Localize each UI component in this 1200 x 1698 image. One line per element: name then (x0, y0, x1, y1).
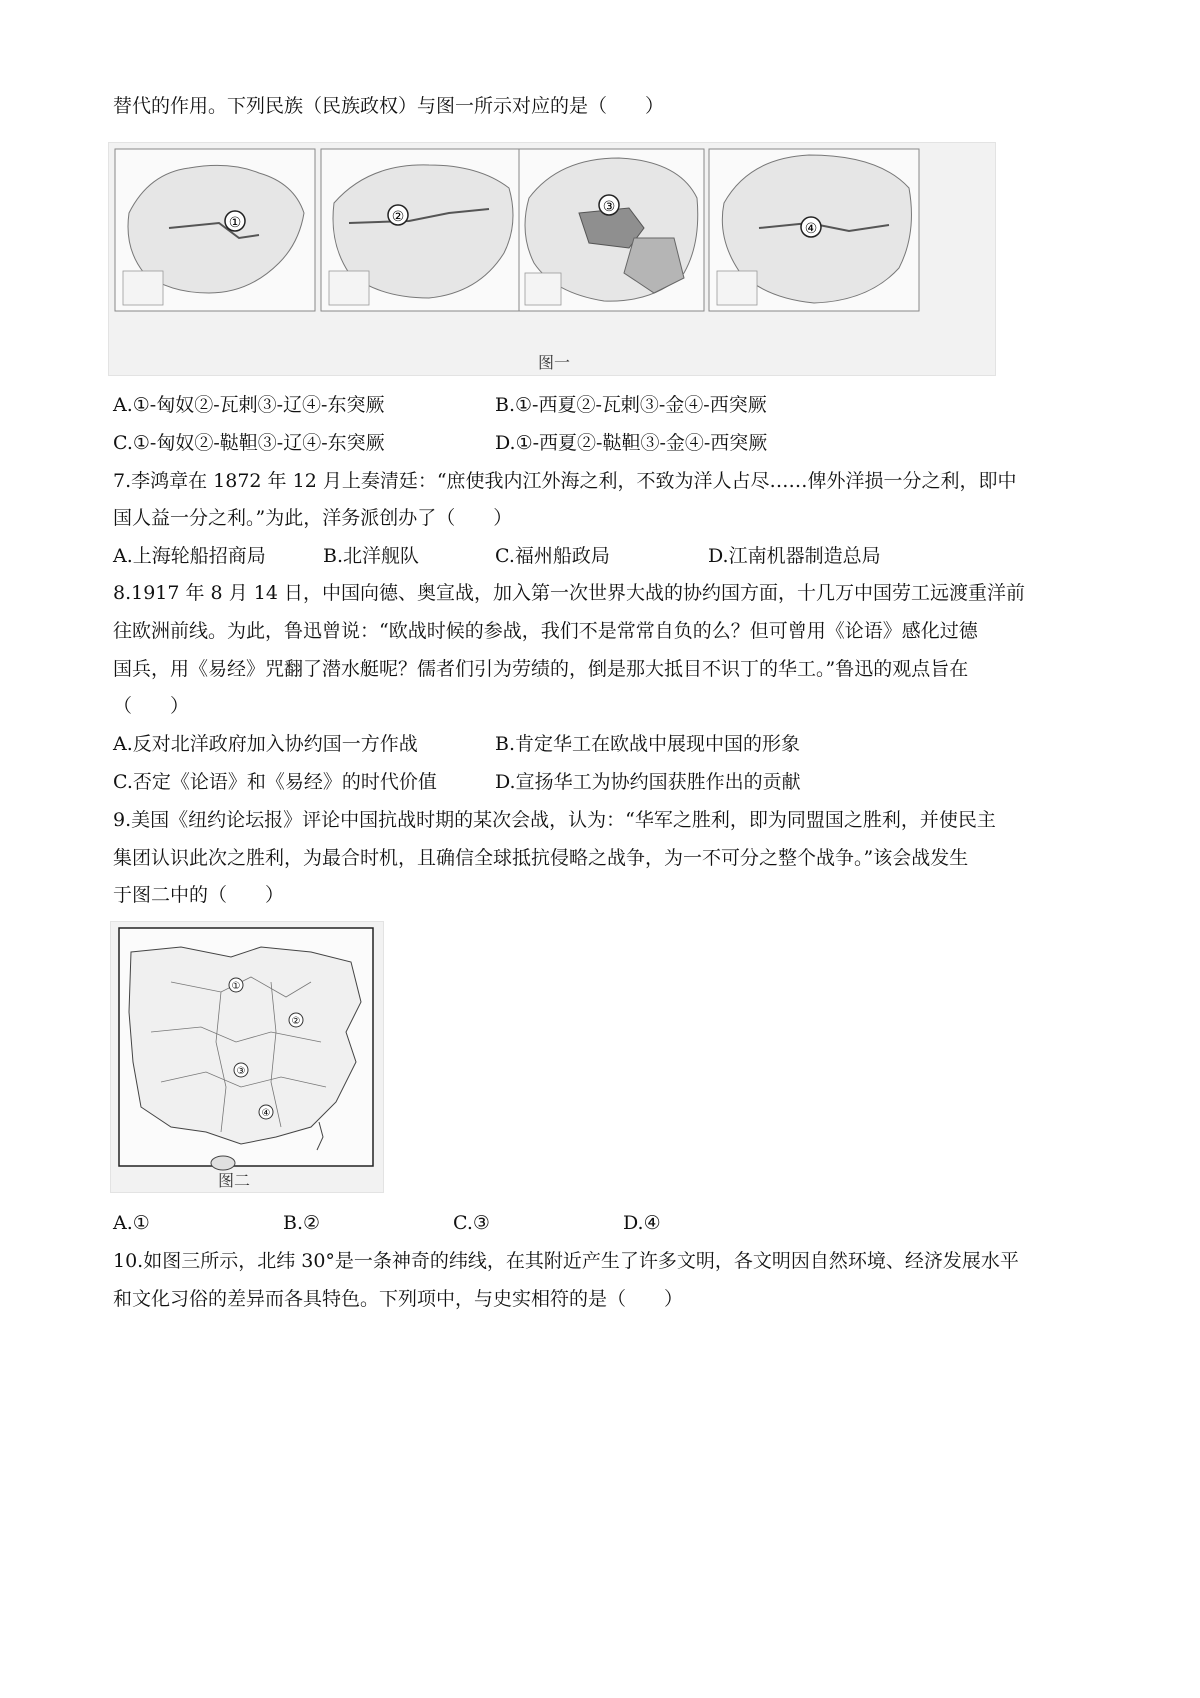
fig2-label-1: ① (231, 981, 241, 992)
map-panel-3 (519, 149, 704, 311)
q9-option-b[interactable]: B.② (283, 1212, 321, 1234)
figure-2-caption: 图二 (218, 1171, 251, 1190)
q8-stem-line-1: 8.1917 年 8 月 14 日，中国向德、奥宣战，加入第一次世界大战的协约国方面，十几万中国劳工远渡重洋前 (113, 582, 1025, 604)
q9-option-d[interactable]: D.④ (623, 1212, 661, 1234)
q9-stem-line-3: 于图二中的（ ） (113, 884, 285, 906)
figure-2-svg (111, 922, 383, 1192)
figure-2-map (110, 921, 384, 1193)
q7-option-c[interactable]: C.福州船政局 (495, 545, 610, 567)
q10-stem-line-2: 和文化习俗的差异而各具特色。下列项中，与史实相符的是（ ） (113, 1288, 684, 1310)
figure-1-caption: 图一 (538, 353, 571, 372)
fig2-label-3: ③ (236, 1066, 246, 1077)
q6-option-b[interactable]: B.①-西夏②-瓦剌③-金④-西突厥 (495, 394, 767, 416)
q7-option-b[interactable]: B.北洋舰队 (323, 545, 420, 567)
q8-option-b[interactable]: B.肯定华工在欧战中展现中国的形象 (495, 733, 801, 755)
q7-stem-line-2: 国人益一分之利。”为此，洋务派创办了（ ） (113, 507, 513, 529)
q9-stem-line-1: 9.美国《纽约论坛报》评论中国抗战时期的某次会战，认为：“华军之胜利，即为同盟国之胜利，并使民主 (113, 809, 996, 831)
q8-stem-line-3: 国兵，用《易经》咒翻了潜水艇呢？儒者们引为劳绩的，倒是那大抵目不识丁的华工。”鲁迅的观点旨在 (113, 658, 969, 680)
q9-stem-line-2: 集团认识此次之胜利，为最合时机，且确信全球抵抗侵略之战争，为一不可分之整个战争。”该会战发生 (113, 847, 969, 869)
map-label-4: ④ (804, 221, 818, 237)
q9-option-c[interactable]: C.③ (453, 1212, 490, 1234)
q7-option-d[interactable]: D.江南机器制造总局 (708, 545, 881, 567)
q9-option-a[interactable]: A.① (113, 1212, 150, 1234)
map-label-3: ③ (602, 199, 616, 215)
figure-1-svg (109, 143, 995, 375)
map-panel-2 (321, 149, 521, 311)
map-panel-1 (115, 149, 315, 311)
q6-option-c[interactable]: C.①-匈奴②-鞑靼③-辽④-东突厥 (113, 432, 385, 454)
q6-option-d[interactable]: D.①-西夏②-鞑靼③-金④-西突厥 (495, 432, 768, 454)
q7-option-a[interactable]: A.上海轮船招商局 (113, 545, 266, 567)
map-label-2: ② (391, 209, 405, 225)
map-panel-4 (709, 149, 919, 311)
q7-stem-line-1: 7.李鸿章在 1872 年 12 月上奏清廷：“庶使我内江外海之利，不致为洋人占尽……俾外洋损一分之利，即中 (113, 470, 1017, 492)
q8-option-a[interactable]: A.反对北洋政府加入协约国一方作战 (113, 733, 418, 755)
q6-stem-tail: 替代的作用。下列民族（民族政权）与图一所示对应的是（ ） (113, 95, 665, 117)
fig2-label-4: ④ (261, 1108, 271, 1119)
q8-stem-line-4: （ ） (113, 695, 190, 717)
fig2-label-2: ② (291, 1016, 301, 1027)
q6-option-a[interactable]: A.①-匈奴②-瓦剌③-辽④-东突厥 (113, 394, 385, 416)
q8-stem-line-2: 往欧洲前线。为此，鲁迅曾说：“欧战时候的参战，我们不是常常自负的么？但可曾用《论语》感化过德 (113, 620, 978, 642)
q8-option-c[interactable]: C.否定《论语》和《易经》的时代价值 (113, 771, 437, 793)
q8-option-d[interactable]: D.宣扬华工为协约国获胜作出的贡献 (495, 771, 801, 793)
figure-1-maps (108, 142, 996, 376)
map-label-1: ① (228, 215, 242, 231)
q10-stem-line-1: 10.如图三所示，北纬 30°是一条神奇的纬线，在其附近产生了许多文明，各文明因自然环境、经济发展水平 (113, 1250, 1019, 1272)
